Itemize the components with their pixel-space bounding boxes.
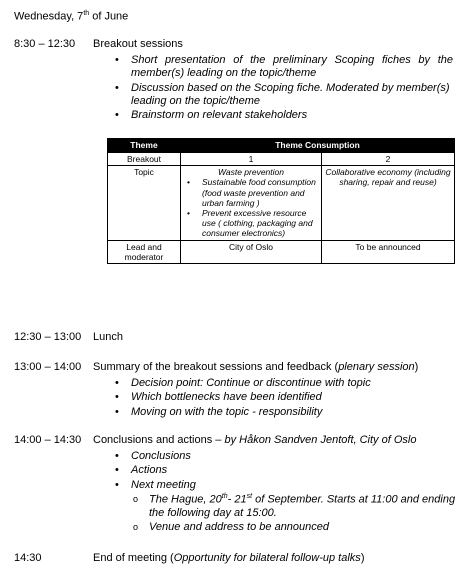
agenda-row-breakout (14, 38, 453, 123)
sub-bullet-sup: th (221, 492, 228, 500)
list-item: • Which bottlenecks have been identified (93, 391, 418, 404)
table-header-theme: Theme (108, 139, 181, 153)
activity-title-italic: Opportunity for bilateral follow-up talks (173, 552, 361, 564)
activity-title-end: ) (414, 361, 419, 373)
list-item: • Brainstorm on relevant stakeholders (93, 109, 453, 122)
activity-title-end: ) (360, 552, 365, 564)
activity-title-italic: by Håkon Sandven Jentoft, City of Oslo (224, 434, 417, 446)
day-title (14, 10, 128, 24)
table-cell-label: Breakout (108, 153, 181, 166)
activity-title-text: End of meeting ( (93, 552, 174, 564)
sub-bullet-text: The Hague, 20 (149, 493, 222, 506)
list-item: • Actions (93, 464, 471, 477)
time-label: 8:30 – 12:30 (14, 38, 76, 50)
bullet-list (93, 377, 418, 419)
day-title-suffix: of June (89, 10, 129, 23)
table-cell-label: Topic (108, 166, 181, 240)
list-item: • Conclusions (93, 450, 471, 463)
time-label: 13:00 – 14:00 (14, 361, 82, 373)
time-label: 14:30 (14, 552, 42, 564)
activity-title: Lunch (93, 331, 123, 343)
table-cell: 1 (181, 153, 322, 166)
activity-title-italic: plenary session (338, 361, 415, 373)
activity-title: Breakout sessions (93, 38, 183, 50)
list-item: • Next meeting (93, 479, 471, 492)
list-item: • Sustainable food consumption (food waste prevention and urban farming ) (184, 177, 318, 208)
activity-title-text: Summary of the breakout sessions and feedback ( (93, 361, 339, 373)
list-item: • Decision point: Continue or discontinue with topic (93, 377, 418, 390)
agenda-row-end (14, 552, 364, 565)
activity-title-text: Conclusions and actions – (93, 434, 225, 446)
table-row (108, 166, 455, 240)
list-item: • Discussion based on the Scoping fiche. Moderated by member(s) leading on the topic/theme (93, 82, 453, 108)
time-label: 14:00 – 14:30 (14, 434, 82, 446)
agenda-row-conclusions (14, 434, 471, 535)
list-item: • Moving on with the topic - responsibility (93, 406, 418, 419)
table-header-row (108, 139, 455, 153)
list-item (93, 493, 471, 520)
bullet-list (93, 450, 471, 492)
day-title-sup: th (83, 10, 90, 17)
list-item: • Prevent excessive resource use ( clothing, packaging and consumer electronics) (184, 208, 318, 239)
topic-1-bullets (184, 177, 318, 238)
agenda-row-lunch (14, 331, 123, 344)
time-label: 12:30 – 13:00 (14, 331, 82, 343)
breakout-table (107, 138, 455, 264)
table-cell: City of Oslo (181, 240, 322, 263)
activity-title (93, 434, 471, 447)
table-row (108, 153, 455, 166)
activity-title (93, 361, 418, 374)
table-cell-label: Lead and moderator (108, 240, 181, 263)
list-item: • Short presentation of the preliminary Scoping fiches by the member(s) leading on the topic/theme (93, 54, 453, 80)
sub-bullet-list (93, 493, 471, 534)
bullet-list (93, 54, 453, 122)
table-header-consumption: Theme Consumption (181, 139, 455, 153)
activity-title (93, 552, 364, 565)
table-cell: To be announced (322, 240, 455, 263)
agenda-row-summary (14, 361, 418, 420)
table-cell-topic-2: Collaborative economy (including sharing, repair and reuse) (322, 166, 455, 240)
sub-bullet-sup: st (246, 492, 253, 500)
day-title-text: Wednesday, 7 (14, 10, 84, 23)
table-cell: 2 (322, 153, 455, 166)
sub-bullet-text: of September. Starts at 11:00 and ending the following day at 15:00. (149, 493, 456, 519)
table-cell-topic-1 (181, 166, 322, 240)
sub-bullet-text: - 21 (227, 493, 247, 506)
table-row (108, 240, 455, 263)
topic-1-title: Waste prevention (218, 167, 284, 178)
list-item: o Venue and address to be announced (93, 521, 471, 534)
